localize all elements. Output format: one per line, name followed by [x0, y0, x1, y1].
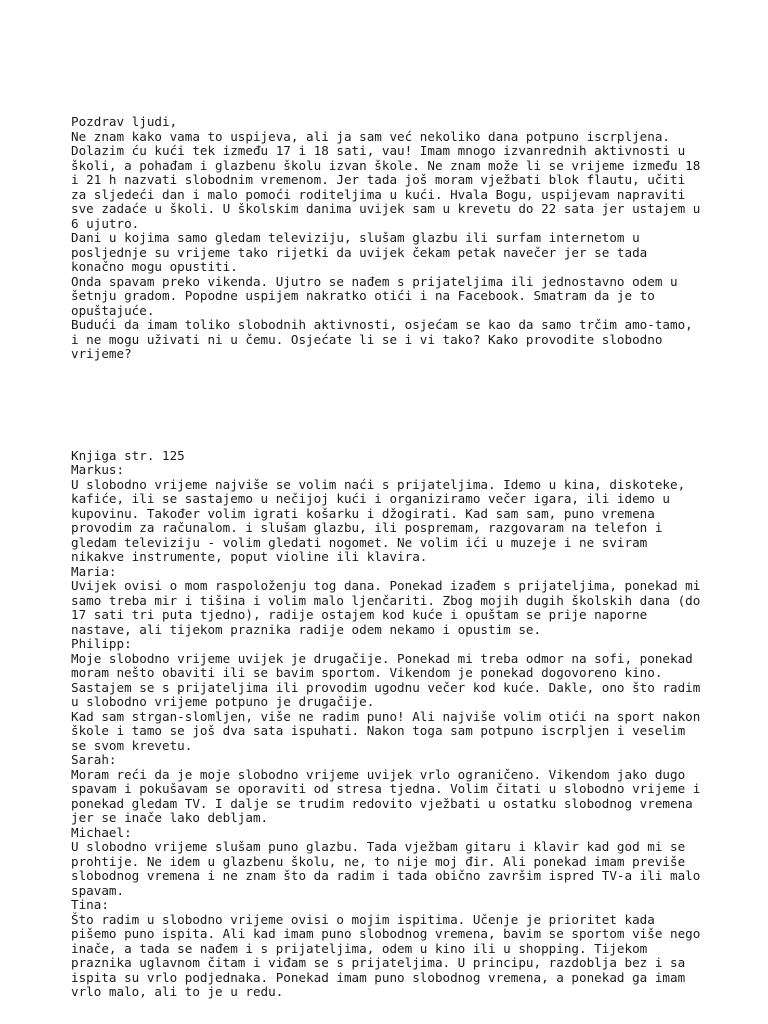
text-line: ispita su vrlo podjednaka. Ponekad imam puno slobodnog vremena, a ponekad ga imam — [71, 969, 686, 985]
text-line: provodim za računalom. i slušam glazbu, ili pospremam, razgovaram na telefon i — [71, 520, 663, 535]
text-line: slobodnog vremena i ne znam što da radim i tada obično završim ispred TV-a ili malo — [71, 868, 701, 883]
text-line: Knjiga str. 125 — [71, 447, 185, 463]
text-line: Što radim u slobodno vrijeme ovisi o mojim ispitima. Učenje je prioritet kada — [71, 911, 655, 927]
text-line: Moram reći da je moje slobodno vrijeme uvijek vrlo ograničeno. Vikendom jako dugo — [71, 766, 686, 782]
text-line: Sarah: — [71, 752, 117, 767]
text-line: Pozdrav ljudi, — [71, 114, 178, 129]
text-line: gledam televiziju - volim gledati nogomet. Ne volim ići u muzeje i ne sviram — [71, 534, 648, 550]
text-line: Markus: — [71, 462, 125, 477]
text-line: vrijeme? — [71, 346, 132, 361]
text-line: Budući da imam toliko slobodnih aktivnosti, osjećam se kao da samo trčim amo-tamo, — [71, 317, 693, 332]
text-line: sve zadaće u školi. U školskim danima uvijek sam u krevetu do 22 sata jer ustajem u — [71, 201, 701, 216]
text-line: prohtije. Ne idem u glazbenu školu, ne, to nije moj đir. Ali ponekad imam previše — [71, 853, 686, 869]
book-text — [71, 449, 731, 1000]
text-line: U slobodno vrijeme najviše se volim naći s prijateljima. Idemo u kina, diskoteke, — [71, 476, 686, 492]
text-line: Sastajem se s prijateljima ili provodim ugodnu večer kod kuće. Dakle, ono što radim — [71, 679, 701, 695]
text-line: Maria: — [71, 563, 117, 579]
text-line: inače, a tada se nađem i s prijateljima, odem u kino ili u shopping. Tijekom — [71, 940, 648, 956]
text-line: pišemo puno ispita. Ali kad imam puno slobodnog vremena, bavim se sportom više nego — [71, 926, 701, 941]
text-line: šetnju gradom. Popodne uspijem nakratko otići i na Facebook. Smatram da je to — [71, 288, 655, 303]
paragraph-gap — [71, 391, 731, 420]
text-line: kafiće, ili se sastajemo u nečijoj kući i organiziramo večer igara, ili idemo u — [71, 491, 670, 506]
text-line: vrlo malo, ali to je u redu. — [71, 984, 284, 999]
text-line: Uvijek ovisi o mom raspoloženju tog dana. Ponekad izađem s prijateljima, ponekad mi — [71, 578, 701, 593]
text-line: školi, a pohađam i glazbenu školu izvan škole. Ne znam može li se vrijeme između 18 — [71, 157, 701, 173]
text-line: i ne mogu uživati ni u čemu. Osjećate li se i vi tako? Kako provodite slobodno — [71, 331, 663, 347]
text-line: praznika uglavnom čitam i viđam se s prijateljima. U principu, razdoblja bez i sa — [71, 955, 686, 970]
text-line: 6 ujutro. — [71, 215, 140, 231]
text-line: spavam i pokušavam se oporaviti od stresa tjedna. Volim čitati u slobodno vrijeme i — [71, 781, 701, 796]
text-line: za sljedeći dan i malo pomoći roditeljima u kući. Hvala Bogu, uspijevam napraviti — [71, 186, 686, 202]
text-line: Dani u kojima samo gledam televiziju, slušam glazbu ili surfam internetom u — [71, 230, 640, 245]
text-line: moram nešto obaviti ili se bavim sportom. Vikendom je ponekad dogovoreno kino. — [71, 665, 663, 680]
text-line: nikakve instrumente, poput violine ili klavira. — [71, 549, 428, 564]
text-line: posljednje su vrijeme tako rijetki da uvijek čekam petak navečer jer se tada — [71, 244, 648, 260]
document-page — [71, 86, 731, 1014]
text-line: u slobodno vrijeme potpuno je drugačije. — [71, 694, 375, 709]
text-line: ponekad gledam TV. I dalje se trudim redovito vježbati u ostatku slobodnog vremena — [71, 795, 693, 811]
text-line: i 21 h nazvati slobodnim vremenom. Jer tada još moram vježbati blok flautu, učiti — [71, 172, 686, 187]
text-line: jer se inače lako debljam. — [71, 810, 269, 825]
text-line: opuštajuće. — [71, 302, 155, 318]
text-line: U slobodno vrijeme slušam puno glazbu. Tada vježbam gitaru i klavir kad god mi se — [71, 839, 686, 854]
text-line: se svom krevetu. — [71, 737, 193, 753]
text-line: konačno mogu opustiti. — [71, 259, 238, 274]
text-line: Moje slobodno vrijeme uvijek je drugačije. Ponekad mi treba odmor na sofi, ponekad — [71, 650, 693, 666]
letter-text — [71, 115, 731, 362]
text-line: škole i tamo se još dva sata ispuhati. Nakon toga sam potpuno iscrpljen i veselim — [71, 723, 686, 738]
text-line: Tina: — [71, 897, 109, 912]
text-line: 17 sati tri puta tjedno), radije ostajem kod kuće i opuštam se prije naporne — [71, 607, 648, 622]
text-line: spavam. — [71, 882, 125, 898]
text-line: Onda spavam preko vikenda. Ujutro se nađem s prijateljima ili jednostavno odem u — [71, 273, 678, 289]
text-line: samo treba mir i tišina i volim malo ljenčariti. Zbog mojih dugih školskih dana (do — [71, 592, 701, 608]
text-line: kupovinu. Također volim igrati košarku i džogirati. Kad sam sam, puno vremena — [71, 505, 655, 521]
text-line: Ne znam kako vama to uspijeva, ali ja sam već nekoliko dana potpuno iscrpljena. — [71, 128, 670, 144]
text-line: Michael: — [71, 824, 132, 840]
text-line: Kad sam strgan-slomljen, više ne radim puno! Ali najviše volim otići na sport nakon — [71, 708, 701, 724]
text-line: Philipp: — [71, 636, 132, 651]
text-line: nastave, ali tijekom praznika radije odem nekamo i opustim se. — [71, 621, 542, 637]
text-line: Dolazim ću kući tek između 17 i 18 sati, vau! Imam mnogo izvanrednih aktivnosti u — [71, 143, 686, 158]
